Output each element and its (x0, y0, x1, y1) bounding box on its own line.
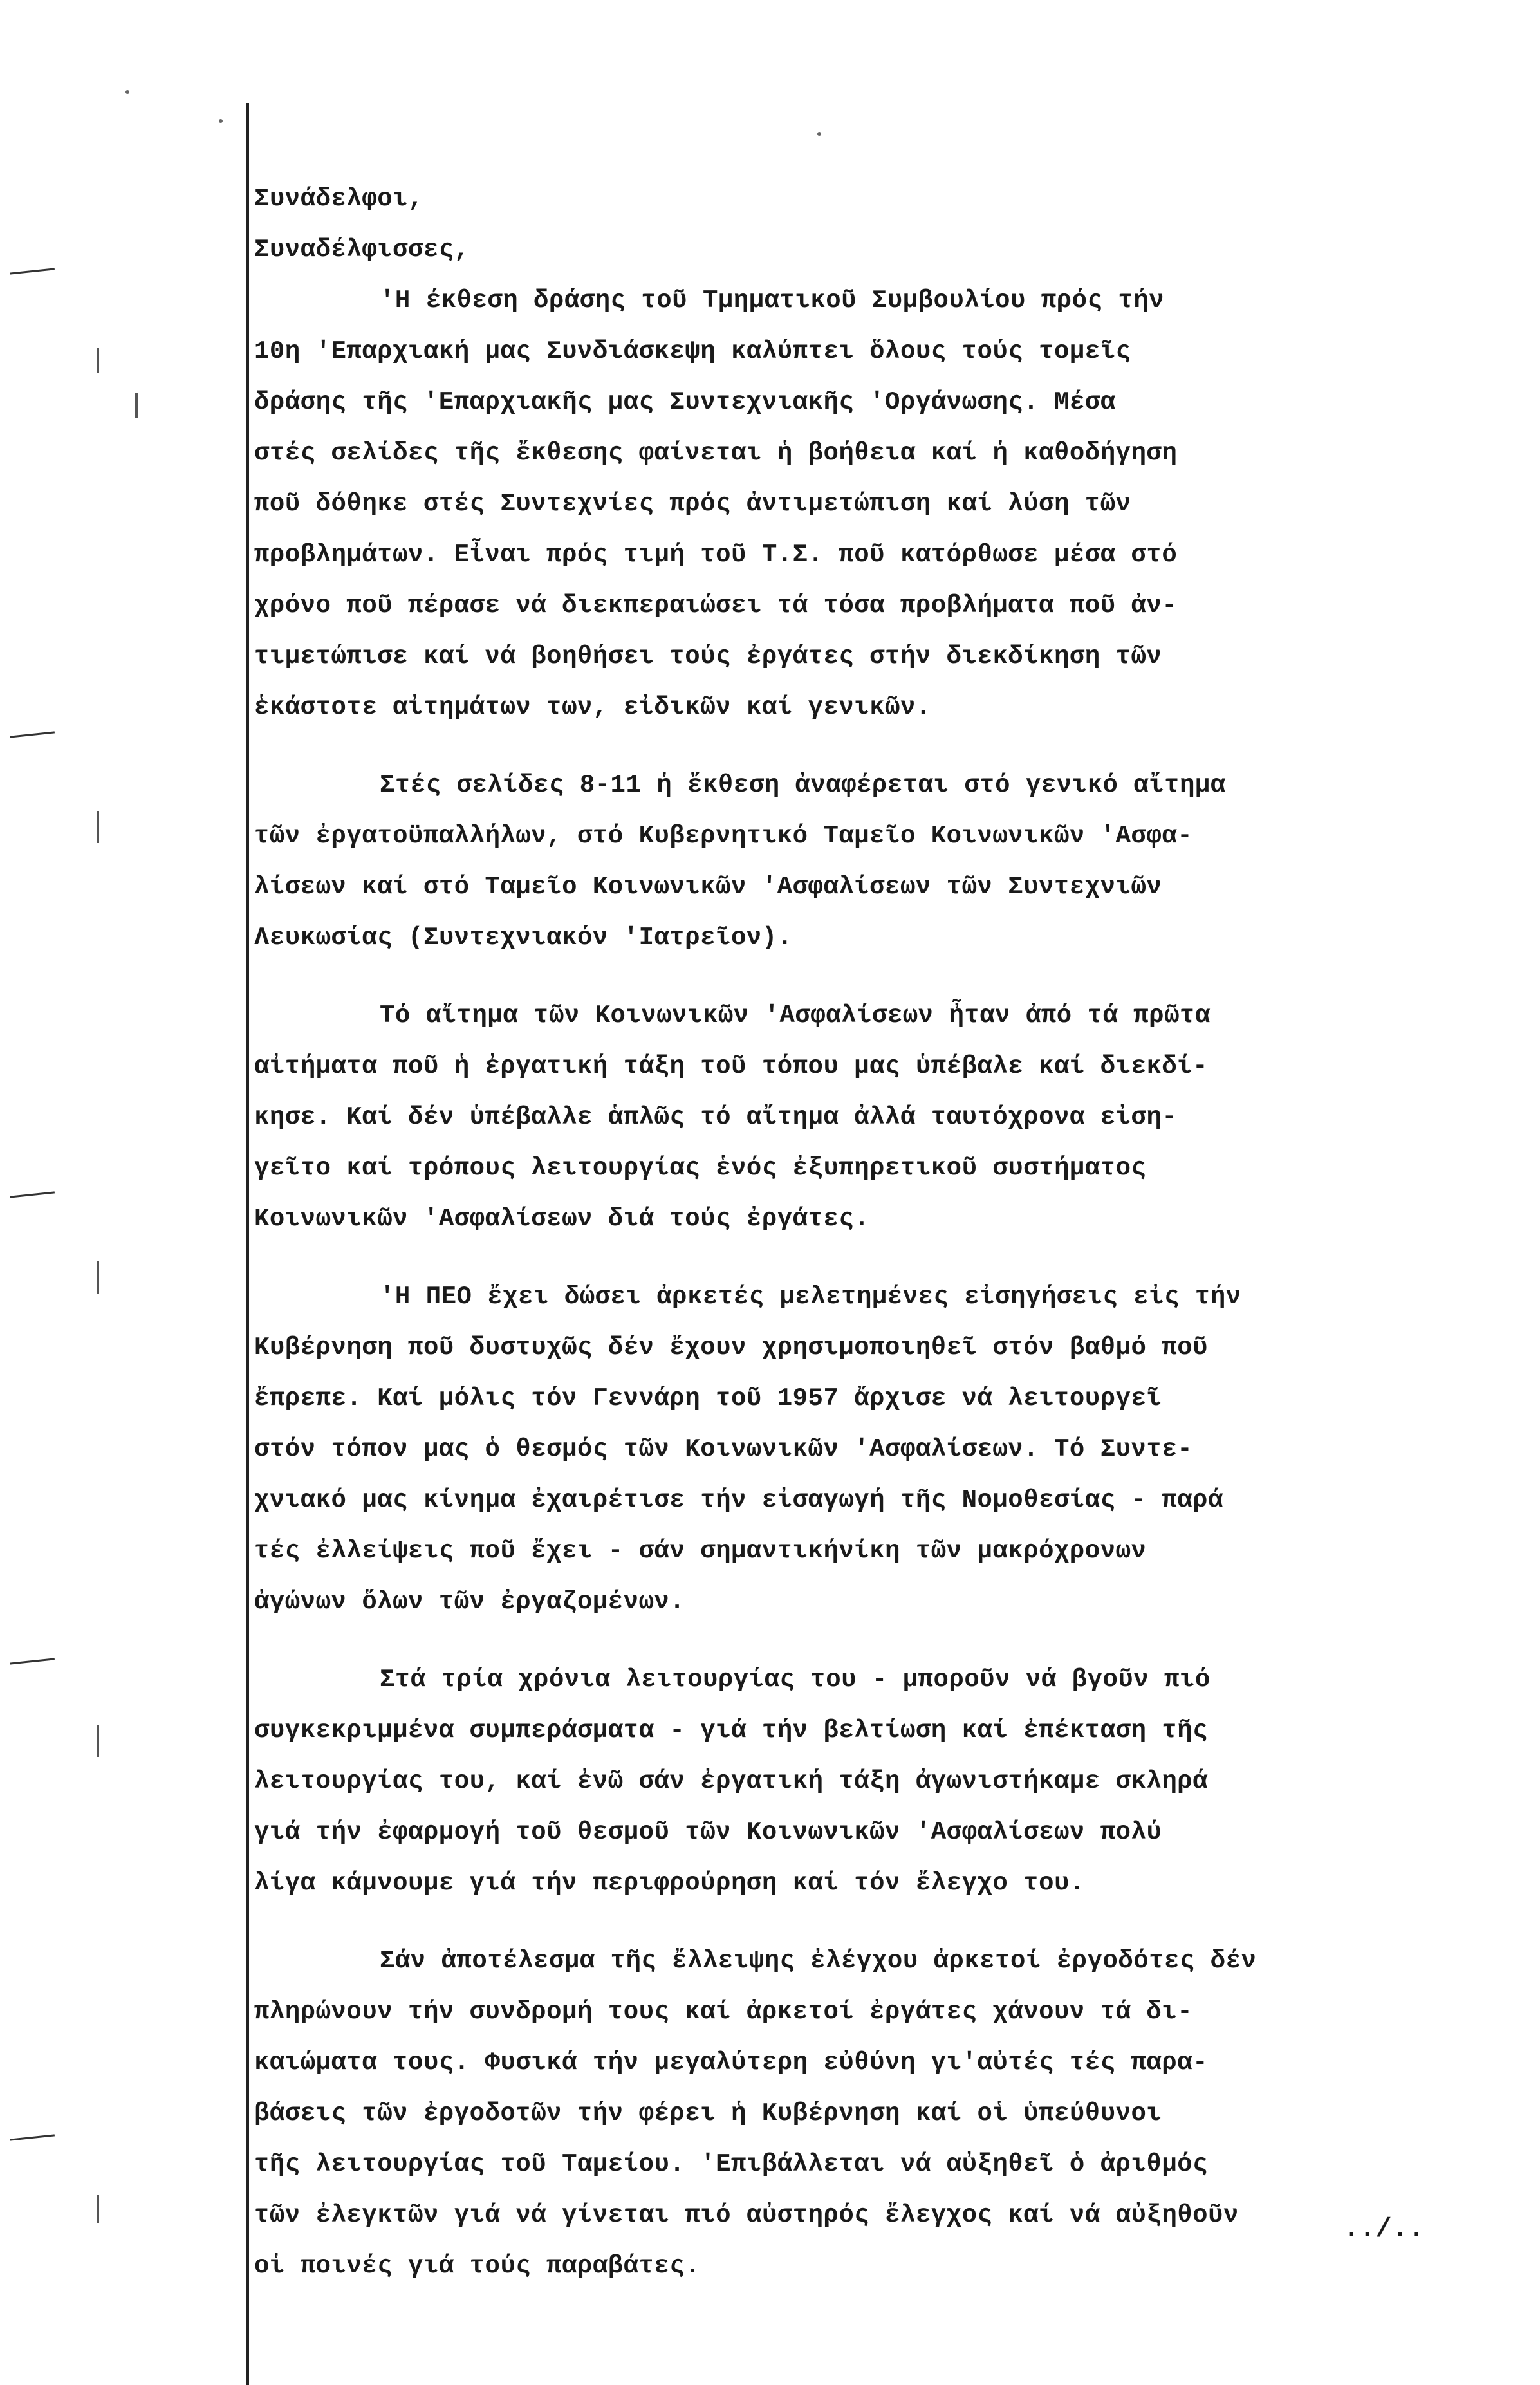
scan-mark (97, 2195, 99, 2223)
scan-dot (817, 132, 821, 136)
text-line: τιμετώπισε καί νά βοηθήσει τούς ἐργάτες στήν διεκδίκηση τῶν (254, 642, 1162, 671)
text-line: Κοινωνικῶν 'Ασφαλίσεων διά τούς ἐργάτες. (254, 1205, 870, 1233)
scan-tick-mark (10, 1191, 55, 1198)
text-line: χνιακό μας κίνημα ἐχαιρέτισε τήν εἰσαγωγή τῆς Νομοθεσίας - παρά (254, 1486, 1223, 1514)
scan-tick-mark (10, 2134, 55, 2140)
text-line: ἑκάστοτε αἰτημάτων των, εἰδικῶν καί γενικῶν. (254, 693, 931, 721)
text-line: λειτουργίας του, καί ἐνῶ σάν ἐργατική τάξη ἀγωνιστήκαμε σκληρά (254, 1767, 1209, 1796)
text-line: δράσης τῆς 'Επαρχιακῆς μας Συντεχνιακῆς 'Οργάνωσης. Μέσα (254, 388, 1116, 416)
text-line: καιώματα τους. Φυσικά τήν μεγαλύτερη εὐθύνη γι'αὐτές τές παρα- (254, 2048, 1209, 2077)
text-line: λίγα κάμνουμε γιά τήν περιφρούρηση καί τόν ἔλεγχο του. (254, 1869, 1085, 1897)
page-continuation-mark: ../.. (1342, 2214, 1424, 2245)
text-line: οἱ ποινές γιά τούς παραβάτες. (254, 2252, 701, 2280)
salutation: Συναδέλφισσες, (254, 236, 470, 264)
text-line: γεῖτο καί τρόπους λειτουργίας ἑνός ἐξυπηρετικοῦ συστήματος (254, 1154, 1147, 1182)
text-line: Σάν ἀποτέλεσμα τῆς ἔλλειψης ἐλέγχου ἀρκετοί ἐργοδότες δέν (380, 1947, 1257, 1975)
paragraph (254, 1272, 1509, 1628)
scan-tick-mark (10, 1658, 55, 1664)
text-line: 10η 'Επαρχιακή μας Συνδιάσκεψη καλύπτει ὅλους τούς τομεῖς (254, 337, 1131, 366)
text-line: κησε. Καί δέν ὑπέβαλλε ἁπλῶς τό αἴτημα ἀλλά ταυτόχρονα εἰση- (254, 1103, 1178, 1131)
paragraph (254, 760, 1509, 963)
margin-rule (246, 103, 249, 2385)
text-line: στές σελίδες τῆς ἔκθεσης φαίνεται ἡ βοήθεια καί ἡ καθοδήγηση (254, 439, 1178, 467)
scan-mark (135, 393, 138, 418)
text-line: συγκεκριμμένα συμπεράσματα - γιά τήν βελτίωση καί ἐπέκταση τῆς (254, 1716, 1209, 1745)
scan-mark (97, 811, 99, 843)
text-line: βάσεις τῶν ἐργοδοτῶν τήν φέρει ἡ Κυβέρνηση καί οἱ ὑπεύθυνοι (254, 2099, 1162, 2128)
text-line: αἰτήματα ποῦ ἡ ἐργατική τάξη τοῦ τόπου μας ὑπέβαλε καί διεκδί- (254, 1052, 1209, 1081)
text-line: λίσεων καί στό Ταμεῖο Κοινωνικῶν 'Ασφαλίσεων τῶν Συντεχνιῶν (254, 873, 1162, 901)
text-line: χρόνο ποῦ πέρασε νά διεκπεραιώσει τά τόσα προβλήματα ποῦ ἀν- (254, 591, 1178, 620)
text-line: γιά τήν ἐφαρμογή τοῦ θεσμοῦ τῶν Κοινωνικῶν 'Ασφαλίσεων πολύ (254, 1818, 1162, 1846)
text-line: ἀγώνων ὅλων τῶν ἐργαζομένων. (254, 1588, 685, 1616)
text-line: προβλημάτων. Εἶναι πρός τιμή τοῦ Τ.Σ. ποῦ κατόρθωσε μέσα στό (254, 541, 1178, 569)
scan-tick-mark (10, 268, 55, 274)
text-line: τῶν ἐργατοϋπαλλήλων, στό Κυβερνητικό Ταμεῖο Κοινωνικῶν 'Ασφα- (254, 822, 1193, 850)
scan-dot (219, 119, 223, 123)
scan-mark (97, 1261, 99, 1294)
scan-mark (97, 1725, 99, 1757)
scan-dot (125, 90, 129, 94)
text-line: Κυβέρνηση ποῦ δυστυχῶς δέν ἔχουν χρησιμοποιηθεῖ στόν βαθμό ποῦ (254, 1333, 1209, 1362)
paragraph (254, 990, 1509, 1245)
text-line: Τό αἴτημα τῶν Κοινωνικῶν 'Ασφαλίσεων ἦταν ἀπό τά πρῶτα (380, 1001, 1211, 1030)
text-line: 'Η ΠΕΟ ἔχει δώσει ἀρκετές μελετημένες εἰσηγήσεις εἰς τήν (380, 1283, 1241, 1311)
letter-body (254, 174, 1509, 2292)
paragraph (254, 1655, 1509, 1909)
text-line: πληρώνουν τήν συνδρομή τους καί ἀρκετοί ἐργάτες χάνουν τά δι- (254, 1998, 1193, 2026)
text-line: τῆς λειτουργίας τοῦ Ταμείου. 'Επιβάλλεται νά αὐξηθεῖ ὁ ἀριθμός (254, 2150, 1209, 2178)
text-line: Λευκωσίας (Συντεχνιακόν 'Ιατρεῖον). (254, 923, 793, 952)
scan-tick-mark (10, 731, 55, 738)
text-line: ποῦ δόθηκε στές Συντεχνίες πρός ἀντιμετώπιση καί λύση τῶν (254, 490, 1131, 518)
text-line: 'Η έκθεση δράσης τοῦ Τμηματικοῦ Συμβουλίου πρός τήν (380, 286, 1165, 315)
text-line: τές ἐλλείψεις ποῦ ἔχει - σάν σημαντικήνίκη τῶν μακρόχρονων (254, 1537, 1147, 1565)
scan-mark (97, 348, 99, 373)
text-line: Στά τρία χρόνια λειτουργίας του - μποροῦν νά βγοῦν πιό (380, 1666, 1211, 1694)
text-line: στόν τόπον μας ὁ θεσμός τῶν Κοινωνικῶν 'Ασφαλίσεων. Τό Συντε- (254, 1435, 1193, 1463)
paragraph (254, 1936, 1509, 2292)
text-line: Στές σελίδες 8-11 ἡ ἔκθεση ἀναφέρεται στό γενικό αἴτημα (380, 771, 1226, 799)
salutation: Συνάδελφοι, (254, 185, 423, 213)
text-line: ἔπρεπε. Καί μόλις τόν Γεννάρη τοῦ 1957 ἄρχισε νά λειτουργεῖ (254, 1384, 1162, 1413)
paragraph (254, 275, 1509, 733)
text-line: τῶν ἐλεγκτῶν γιά νά γίνεται πιό αὐστηρός ἔλεγχος καί νά αὐξηθοῦν (254, 2201, 1239, 2229)
